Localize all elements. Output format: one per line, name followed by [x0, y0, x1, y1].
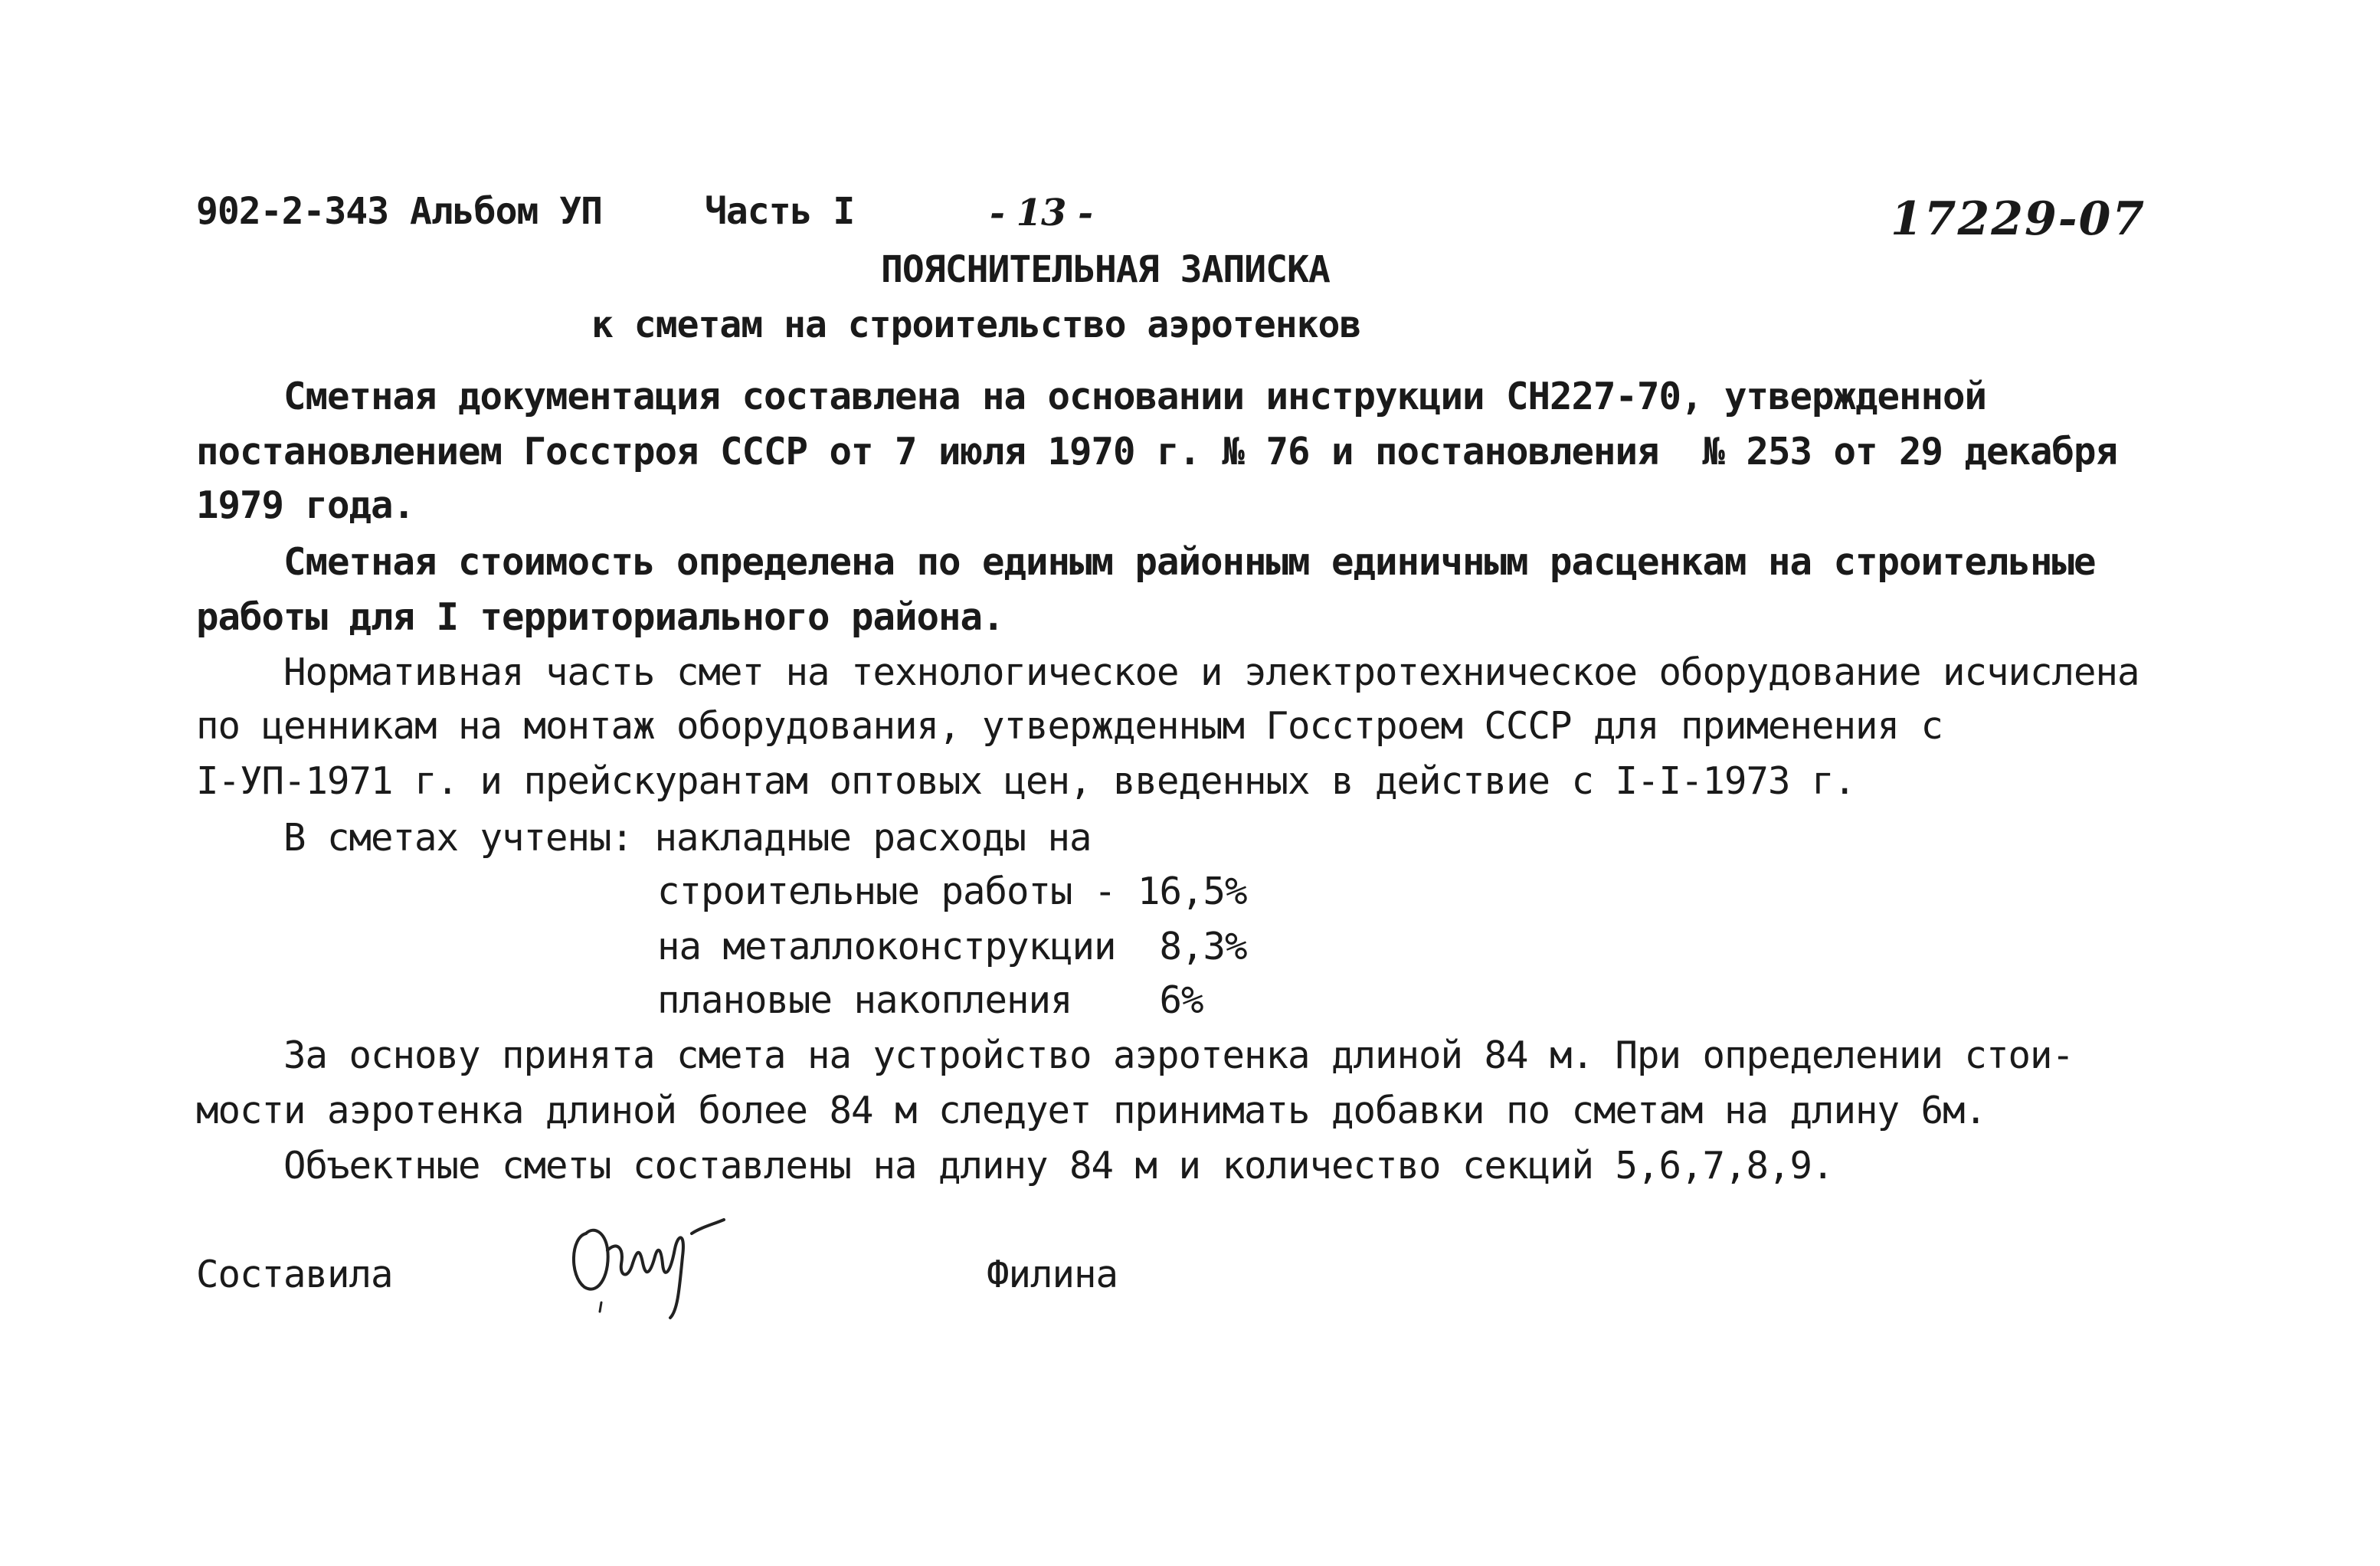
paragraph-line: I-УП-1971 г. и прейскурантам оптовых цен, введенных в действие с I-I-1973 г. [196, 759, 1856, 803]
paragraph-line: Сметная стоимость определена по единым районным единичным расценкам на строительные [283, 540, 2096, 584]
paragraph-line: мости аэротенка длиной более 84 м следует принимать добавки по сметам на длину 6м. [196, 1089, 1987, 1132]
page-number: - 13 - [990, 192, 1093, 234]
list-item: на металлоконструкции 8,3% [657, 925, 1247, 968]
handwritten-signature [563, 1203, 747, 1325]
paragraph-line: Сметная документация составлена на основании инструкции СН227-70, утвержденной [283, 375, 1987, 418]
page-title: ПОЯСНИТЕЛЬНАЯ ЗАПИСКА [881, 248, 1330, 291]
paragraph-line: по ценникам на монтаж оборудования, утвержденным Госстроем СССР для применения с [196, 704, 1943, 748]
paragraph-line: В сметах учтены: накладные расходы на [283, 816, 1092, 860]
list-item: строительные работы - 16,5% [657, 870, 1247, 913]
paragraph-line: постановлением Госстроя СССР от 7 июля 1970 г. № 76 и постановления № 253 от 29 декабря [196, 430, 2118, 473]
paragraph-line: За основу принята смета на устройство аэротенка длиной 84 м. При определении стои- [283, 1034, 2074, 1077]
list-item: плановые накопления 6% [657, 978, 1203, 1022]
signatory-name: Филина [987, 1253, 1118, 1296]
document-number: 17229-07 [1891, 192, 2146, 246]
page-subtitle: к сметам на строительство аэротенков [591, 303, 1361, 346]
paragraph-line: Нормативная часть смет на технологическое и электротехническое оборудование исчислена [283, 650, 2139, 694]
paragraph-line: 1979 года. [196, 483, 415, 527]
document-part: Часть I [705, 190, 855, 233]
signature-label: Составила [196, 1253, 393, 1296]
paragraph-line: работы для I территориального района. [196, 595, 1004, 639]
paragraph-line: Объектные сметы составлены на длину 84 м и количество секций 5,6,7,8,9. [283, 1144, 1834, 1188]
document-code: 902-2-343 Альбом УП [196, 190, 603, 233]
